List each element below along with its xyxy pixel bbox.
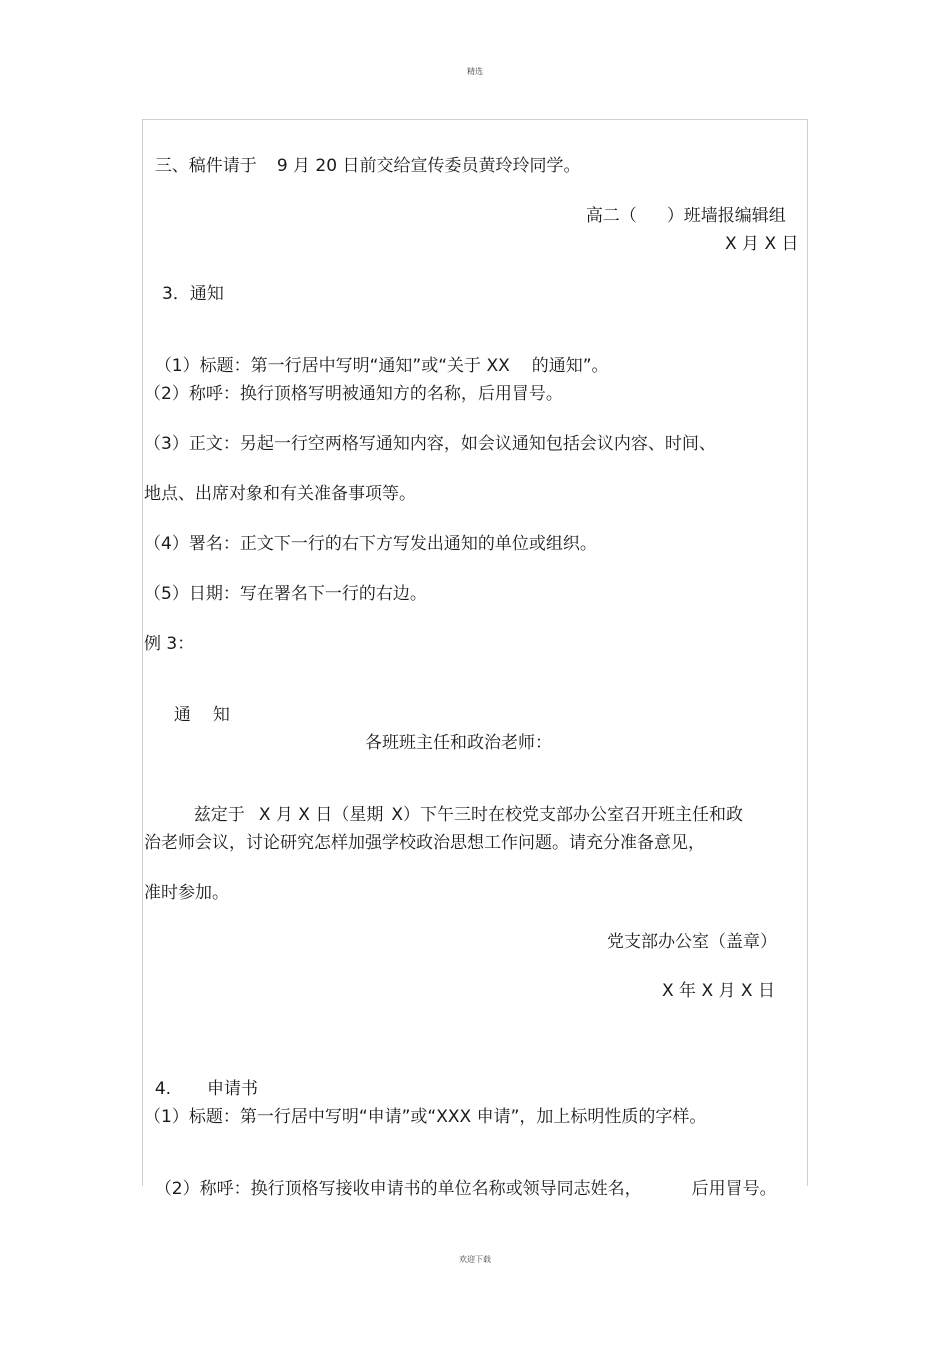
text-line (144, 1156, 777, 1200)
text-line: （4）署名：正文下一行的右下方写发出通知的单位或组织。 (144, 534, 597, 554)
text-fragment: 三、稿件请于 (154, 156, 257, 176)
text-line (144, 333, 609, 377)
example-label: 例 3： (144, 634, 195, 654)
content-frame (142, 119, 808, 1186)
section-heading-application (144, 1056, 258, 1100)
text-fragment: 知 (212, 705, 230, 725)
text-line: （5）日期：写在署名下一行的右边。 (144, 584, 427, 604)
text-fragment: X 月 X 日（星期 (258, 805, 384, 825)
text-fragment: X）下午三时在校党支部办公室召开班主任和政 (391, 805, 743, 825)
text-fragment: ）班墙报编辑组 (666, 206, 786, 226)
example-signature: 党支部办公室（盖章） (607, 932, 777, 952)
text-fragment: （2）称呼：换行顶格写接收申请书的单位名称或领导同志姓名， (154, 1179, 642, 1199)
text-fragment: 申请书 (207, 1079, 259, 1099)
text-fragment: （1）标题：第一行居中写明“通知”或“关于 XX (154, 356, 510, 376)
text-fragment: 兹定于 (193, 805, 245, 825)
page-header-mark: 精选 (467, 67, 483, 76)
text-fragment: 高二（ (585, 206, 637, 226)
example-salutation: 各班班主任和政治老师： (365, 733, 552, 753)
text-line (144, 133, 580, 177)
text-line: （2）称呼：换行顶格写明被通知方的名称，后用冒号。 (144, 384, 563, 404)
example-title (163, 682, 230, 726)
text-line-signature-group (575, 183, 786, 227)
text-fragment: 后用冒号。 (691, 1179, 777, 1199)
text-line: 准时参加。 (144, 883, 229, 903)
text-line (183, 782, 743, 826)
text-fragment: 9 月 20 日前交给宣传委员黄玲玲同学。 (276, 156, 581, 176)
text-line: （1）标题：第一行居中写明“申请”或“XXX 申请”，加上标明性质的字样。 (144, 1107, 707, 1127)
text-fragment: 4. (154, 1079, 172, 1099)
text-line: 地点、出席对象和有关准备事项等。 (144, 484, 416, 504)
page-footer-mark: 欢迎下载 (459, 1255, 491, 1264)
text-line: （3）正文：另起一行空两格写通知内容，如会议通知包括会议内容、时间、 (144, 434, 716, 454)
section-heading-notice: 3．通知 (162, 284, 224, 304)
example-date: X 年 X 月 X 日 (662, 981, 775, 1001)
text-line-date: X 月 X 日 (725, 234, 799, 254)
text-fragment: 的通知”。 (531, 356, 609, 376)
text-line: 治老师会议，讨论研究怎样加强学校政治思想工作问题。请充分准备意见， (144, 833, 705, 853)
text-fragment: 通 (173, 705, 191, 725)
